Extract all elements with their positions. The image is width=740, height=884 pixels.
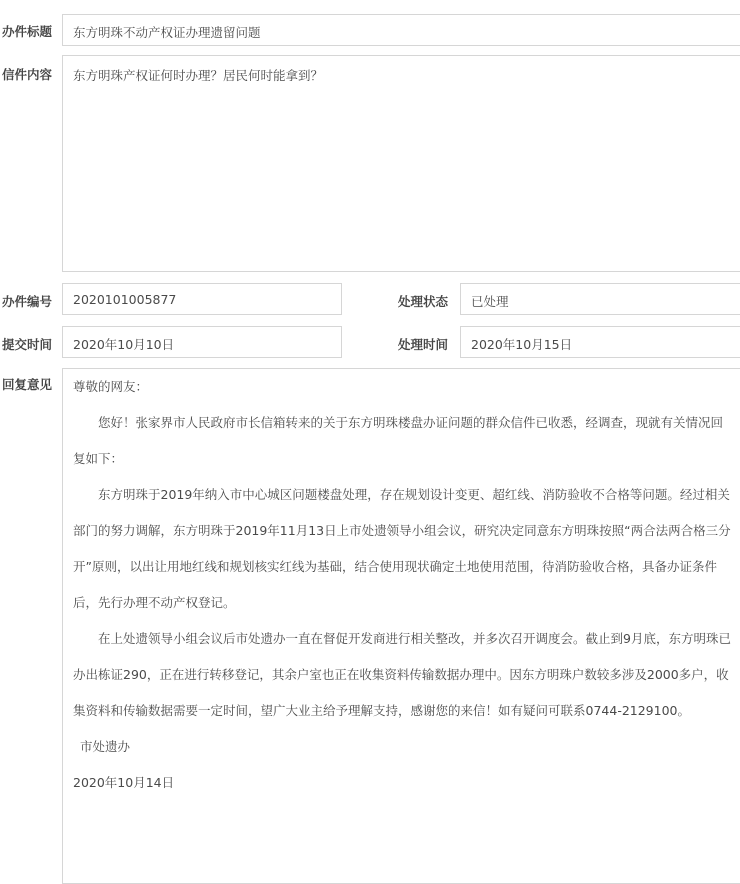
content-label: 信件内容: [2, 67, 53, 82]
content-field: [62, 55, 740, 272]
reply-content: [73, 377, 733, 801]
reply-date: 2020年10月14日: [73, 775, 175, 790]
reply-greeting: 尊敬的网友：: [73, 379, 149, 394]
reply-label: 回复意见: [2, 377, 53, 392]
title-label: 办件标题: [2, 24, 53, 39]
reply-signature: 市处遗办: [80, 739, 131, 754]
process-time-label: 处理时间: [398, 337, 449, 352]
process-time-field: [460, 326, 740, 358]
case-number-value: 2020101005877: [73, 292, 177, 307]
submit-time-field: [62, 326, 342, 358]
submit-time-label: 提交时间: [2, 337, 53, 352]
status-label: 处理状态: [398, 294, 449, 309]
case-number-label: 办件编号: [2, 294, 53, 309]
process-time-value: 2020年10月15日: [471, 337, 573, 352]
reply-paragraph-3: 在上处遗领导小组会议后市处遗办一直在督促开发商进行相关整改，并多次召开调度会。截止到9月底，东方明珠已办出栋证290，正在进行转移登记，其余户室也正在收集资料传输数据办理中。因东方明珠户数较多涉及2000多户，收集资料和传输数据需要一定时间，望广大业主给予理解支持，感谢您的来信！如有疑问可联系0744-2129100。: [73, 631, 731, 718]
status-field: [460, 283, 740, 315]
reply-paragraph-2: 东方明珠于2019年纳入市中心城区问题楼盘处理，存在规划设计变更、超红线、消防验收不合格等问题。经过相关部门的努力调解，东方明珠于2019年11月13日上市处遗领导小组会议，研究决定同意东方明珠按照“两合法两合格三分开”原则，以出让用地红线和规划核实红线为基础，结合使用现状确定土地使用范围，待消防验收合格，具备办证条件后，先行办理不动产权登记。: [73, 487, 731, 610]
title-value: 东方明珠不动产权证办理遗留问题: [73, 25, 261, 40]
title-field: [62, 14, 740, 46]
status-value: 已处理: [471, 294, 509, 309]
case-number-field: [62, 283, 342, 315]
content-value: 东方明珠产权证何时办理？居民何时能拿到？: [73, 68, 324, 83]
reply-paragraph-1: 您好！张家界市人民政府市长信箱转来的关于东方明珠楼盘办证问题的群众信件已收悉，经调查，现就有关情况回复如下：: [73, 415, 724, 466]
submit-time-value: 2020年10月10日: [73, 337, 175, 352]
reply-field: [62, 368, 740, 884]
